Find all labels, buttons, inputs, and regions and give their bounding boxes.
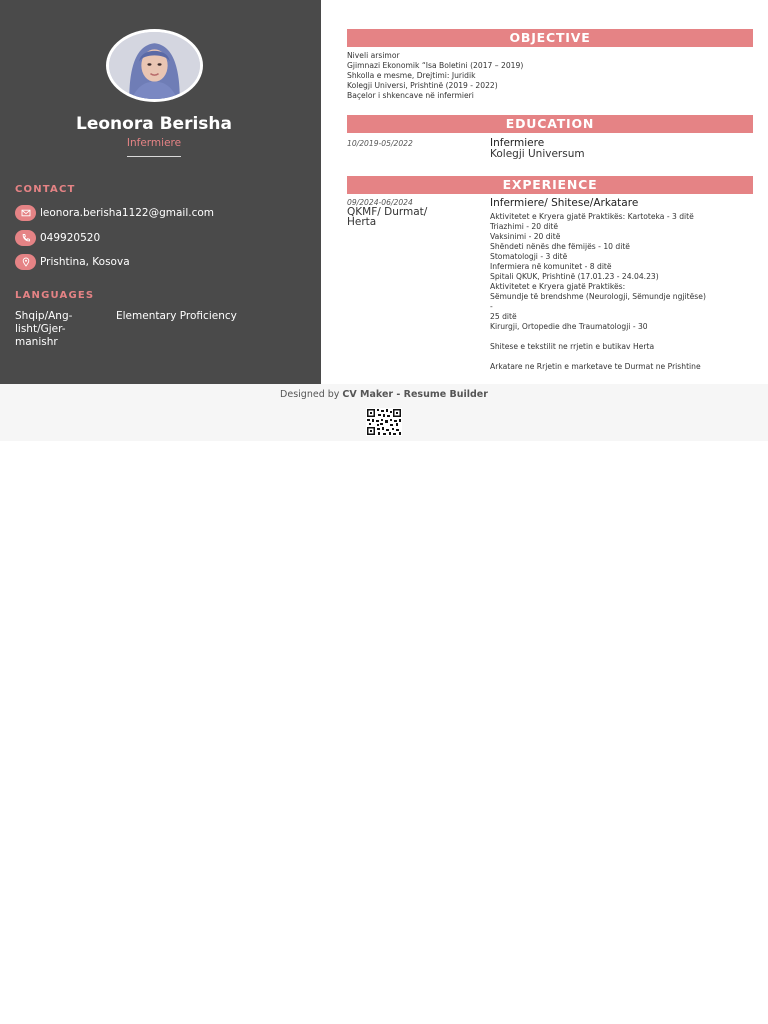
phone-text[interactable]: 049920520 <box>40 232 101 244</box>
experience-line: - <box>490 302 493 311</box>
experience-details <box>490 212 760 372</box>
experience-line: Kirurgji, Ortopedie dhe Traumatologji - 30 <box>490 322 648 331</box>
contact-phone-row <box>15 230 100 246</box>
footer <box>0 384 768 441</box>
phone-icon <box>15 230 36 246</box>
role-divider <box>127 156 181 157</box>
profile-photo <box>106 29 203 102</box>
email-text[interactable]: leonora.berisha1122@gmail.com <box>40 207 215 219</box>
objective-heading: OBJECTIVE <box>347 29 753 47</box>
experience-heading: EXPERIENCE <box>347 176 753 194</box>
language-name-line: Shqip/Ang- <box>15 310 73 322</box>
qr-code-icon[interactable] <box>366 408 402 436</box>
objective-line: Kolegji Universi, Prishtinë (2019 - 2022) <box>347 81 498 90</box>
main-content <box>321 0 768 384</box>
objective-line: Gjimnazi Ekonomik “Isa Boletini (2017 – 2019) <box>347 61 524 70</box>
contact-heading: CONTACT <box>15 184 76 195</box>
experience-line: Spitali QKUK, Prishtinë (17.01.23 - 24.04.23) <box>490 272 659 281</box>
experience-spacer <box>490 332 760 342</box>
languages-heading: LANGUAGES <box>15 290 95 301</box>
education-date: 10/2019-05/2022 <box>347 139 413 148</box>
address-text: Prishtina, Kosova <box>40 256 130 268</box>
email-icon <box>15 205 36 221</box>
resume-page <box>0 0 768 384</box>
objective-line: Shkolla e mesme, Drejtimi: Juridik <box>347 71 476 80</box>
language-name <box>15 310 100 349</box>
experience-line: Aktivitetet e Kryera gjatë Praktikës: Kartoteka - 3 ditë <box>490 212 694 221</box>
contact-email-row <box>15 205 214 221</box>
education-school: Kolegji Universum <box>490 148 585 160</box>
candidate-name: Leonora Berisha <box>76 114 232 134</box>
education-heading: EDUCATION <box>347 115 753 133</box>
footer-brand-link[interactable]: CV Maker - Resume Builder <box>342 389 488 400</box>
experience-line: Infermiera në komunitet - 8 ditë <box>490 262 612 271</box>
experience-line: Vaksinimi - 20 ditë <box>490 232 561 241</box>
experience-line: Stomatologji - 3 ditë <box>490 252 568 261</box>
footer-prefix: Designed by <box>280 389 343 400</box>
education-title: Infermiere <box>490 137 545 149</box>
experience-title: Infermiere/ Shitese/Arkatare <box>490 197 639 209</box>
avatar-illustration <box>109 32 200 99</box>
experience-line: Shitese e tekstilit ne rrjetin e butikav Herta <box>490 342 655 351</box>
language-level: Elementary Proficiency <box>116 310 237 322</box>
avatar <box>109 32 200 99</box>
experience-line: Arkatare ne Rrjetin e marketave te Durmat ne Prishtine <box>490 362 701 371</box>
location-icon <box>15 254 36 270</box>
sidebar <box>0 0 321 384</box>
language-name-line: manishr <box>15 336 58 348</box>
footer-credit <box>0 389 768 400</box>
objective-line: Baçelor i shkencave në infermieri <box>347 91 474 100</box>
objective-line: Niveli arsimor <box>347 51 400 60</box>
objective-text <box>347 51 747 101</box>
contact-address-row <box>15 254 130 270</box>
language-name-line: lisht/Gjer- <box>15 323 66 335</box>
experience-line: 25 ditë <box>490 312 517 321</box>
experience-spacer <box>490 352 760 362</box>
experience-line: Sëmundje të brendshme (Neurologji, Sëmundje ngjitëse) <box>490 292 706 301</box>
experience-line: Shëndeti nënës dhe fëmijës - 10 ditë <box>490 242 630 251</box>
experience-line: Aktivitetet e Kryera gjatë Praktikës: <box>490 282 626 291</box>
experience-organization: QKMF/ Durmat/ Herta <box>347 206 428 228</box>
candidate-role: Infermiere <box>126 137 182 149</box>
experience-line: Triazhimi - 20 ditë <box>490 222 559 231</box>
experience-date: 09/2024-06/2024 <box>347 198 413 207</box>
